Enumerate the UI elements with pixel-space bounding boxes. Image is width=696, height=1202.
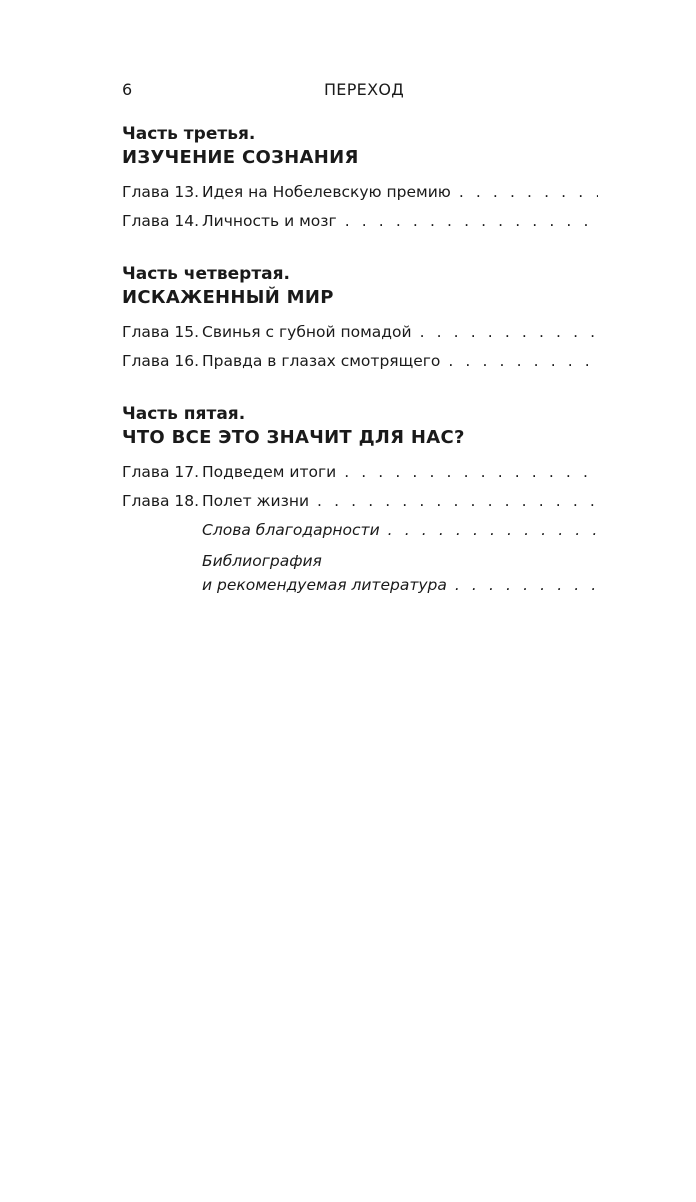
back-matter-title-line2: и рекомендуемая литература bbox=[202, 576, 447, 594]
back-matter-title-line1: Библиография bbox=[202, 552, 322, 570]
chapter-title: Свинья с губной помадой bbox=[202, 323, 412, 341]
part-subtitle: ИЗУЧЕНИЕ СОЗНАНИЯ bbox=[122, 147, 359, 168]
chapter-title: Личность и мозг bbox=[202, 212, 337, 230]
part-subtitle: ИСКАЖЕННЫЙ МИР bbox=[122, 287, 334, 308]
part-title: Часть пятая. bbox=[122, 404, 246, 424]
chapter-number: Глава 15. bbox=[122, 323, 200, 341]
table-of-contents bbox=[122, 122, 606, 623]
chapter-number: Глава 17. bbox=[122, 463, 200, 481]
back-matter-title: Слова благодарности bbox=[202, 521, 380, 539]
part-five bbox=[122, 402, 606, 597]
chapter-number: Глава 14. bbox=[122, 212, 200, 230]
chapter-title: Правда в глазах смотрящего bbox=[202, 352, 441, 370]
page-number: 6 bbox=[122, 80, 133, 99]
chapter-number: Глава 16. bbox=[122, 352, 200, 370]
toc-entry-bibliography[interactable] bbox=[122, 549, 606, 597]
part-title: Часть третья. bbox=[122, 124, 256, 144]
chapter-title: Подведем итоги bbox=[202, 463, 337, 481]
chapter-number: Глава 13. bbox=[122, 183, 200, 201]
part-subtitle: ЧТО ВСЕ ЭТО ЗНАЧИТ ДЛЯ НАС? bbox=[122, 427, 465, 448]
chapter-title: Полет жизни bbox=[202, 492, 310, 510]
running-title: ПЕРЕХОД bbox=[323, 80, 405, 99]
chapter-title: Идея на Нобелевскую премию bbox=[202, 183, 451, 201]
part-title: Часть четвертая. bbox=[122, 264, 291, 284]
running-head bbox=[122, 80, 606, 104]
back-matter-page bbox=[122, 122, 696, 1202]
chapter-number: Глава 18. bbox=[122, 492, 200, 510]
